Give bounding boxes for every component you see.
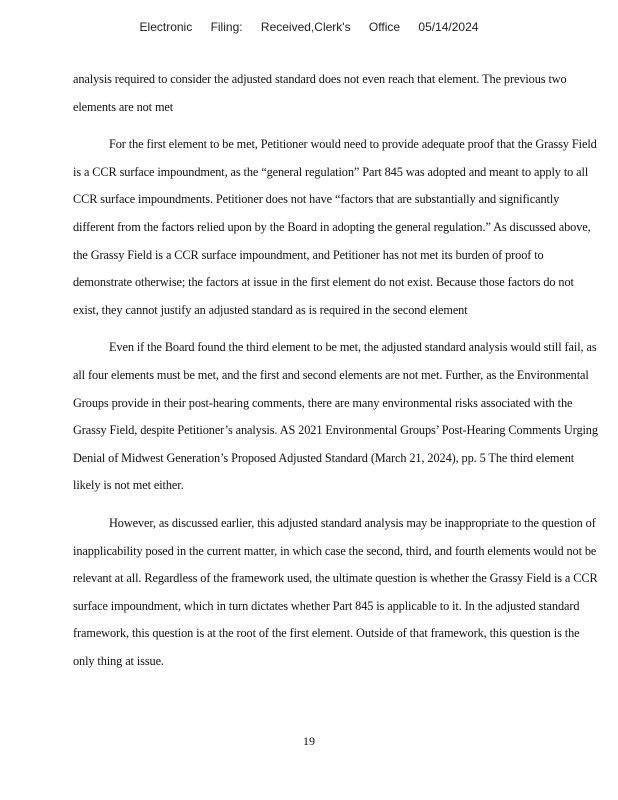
paragraph-third-element: Even if the Board found the third element to be met, the adjusted standard analysis would still fail, as all four elements must be met, and the first and second elements are not met. Further, as the Environmental Groups provide in their post-hearing comments, there are many environmental risks associated with the Grassy Field, despite Petitioner’s analysis. AS 2021 Environmental Groups’ Post-Hearing Comments Urging Denial of Midwest Generation’s Proposed Adjusted Standard (March 21, 2024), pp. 5 The third element likely is not met either. bbox=[73, 340, 598, 493]
paragraph-continuation: analysis required to consider the adjusted standard does not even reach that element. The previous two elements are not met bbox=[73, 72, 567, 114]
header-electronic: Electronic bbox=[139, 20, 193, 34]
header-received-clerks: Received,Clerk's bbox=[260, 20, 351, 34]
filing-header bbox=[0, 20, 618, 34]
header-filing: Filing: bbox=[210, 20, 243, 34]
paragraph-framework: However, as discussed earlier, this adjusted standard analysis may be inappropriate to the question of inapplicability posed in the current matter, in which case the second, third, and fourth elements would not be relevant at all. Regardless of the framework used, the ultimate question is whether the Grassy Field is a CCR surface impoundment, which in turn dictates whether Part 845 is applicable to it. In the adjusted standard framework, this question is at the root of the first element. Outside of that framework, this question is the only thing at issue. bbox=[73, 515, 598, 668]
header-office: Office bbox=[368, 20, 401, 34]
paragraph-first-element: For the first element to be met, Petitioner would need to provide adequate proof that the Grassy Field is a CCR surface impoundment, as the “general regulation” Part 845 was adopted and meant to apply to all CCR surface impoundments. Petitioner does not have “factors that are substantially and significantly different from the factors relied upon by the Board in adopting the general regulation.” As discussed above, the Grassy Field is a CCR surface impoundment, and Petitioner has not met its burden of proof to demonstrate otherwise; the factors at issue in the first element do not exist. Because those factors do not exist, they cannot justify an adjusted standard as is required in the second element bbox=[73, 137, 597, 317]
header-date: 05/14/2024 bbox=[418, 20, 479, 34]
document-body bbox=[73, 66, 601, 685]
page-number: 19 bbox=[303, 734, 315, 748]
